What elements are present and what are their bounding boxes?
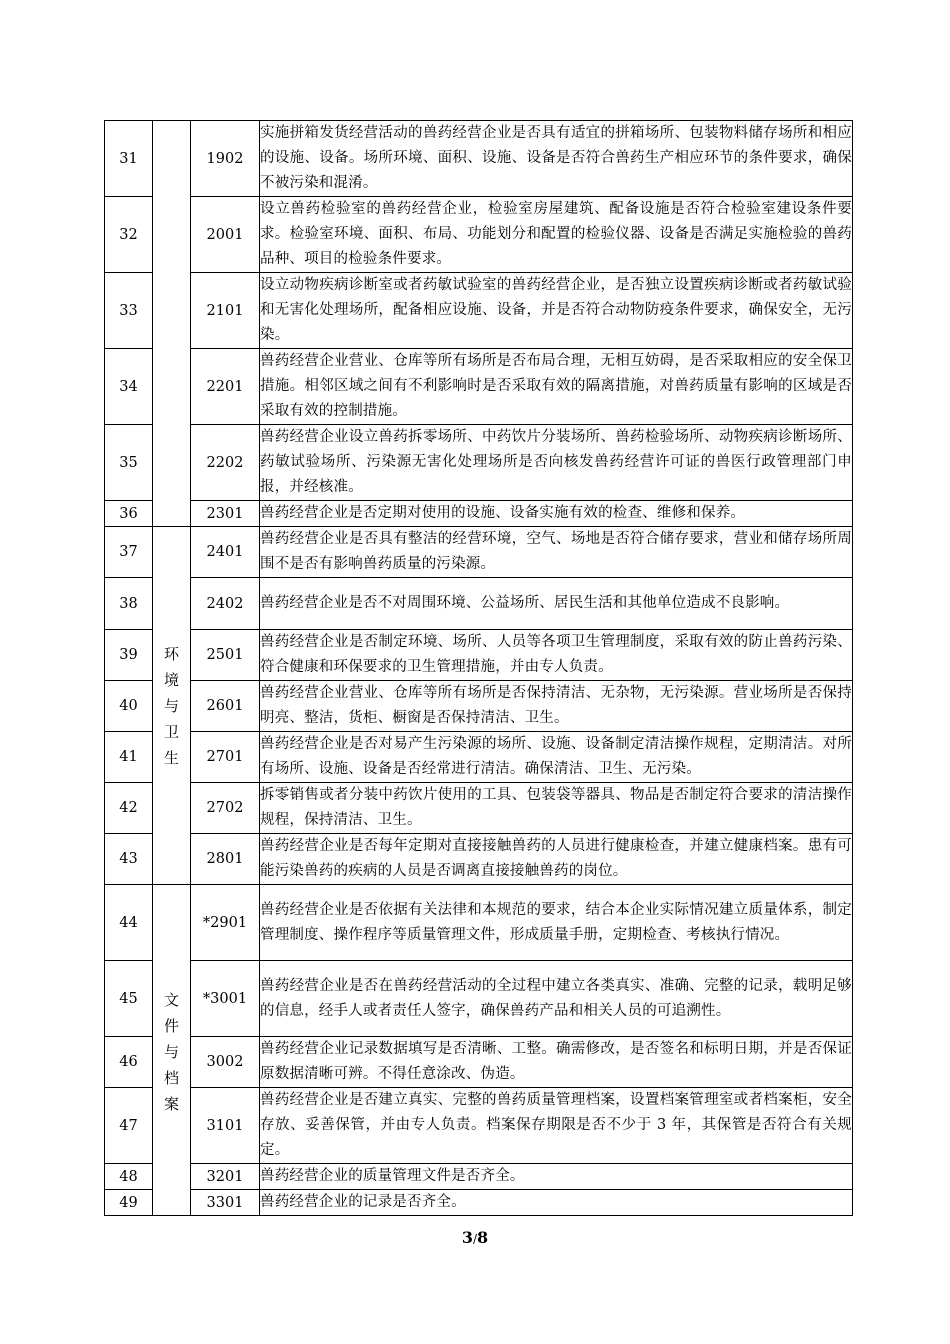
page-total: 8 [477, 1228, 489, 1247]
item-text: 兽药经营企业设立兽药拆零场所、中药饮片分装场所、兽药检验场所、动物疾病诊断场所、药敏试验场所、污染源无害化处理场所是否向核发兽药经营许可证的兽医行政管理部门申报，并经核准。 [260, 425, 853, 501]
row-number: 36 [105, 501, 153, 527]
item-text: 兽药经营企业是否具有整洁的经营环境，空气、场地是否符合储存要求，营业和储存场所周围不是否有影响兽药质量的污染源。 [260, 527, 853, 578]
table-row [105, 425, 853, 501]
item-code: 2001 [191, 197, 260, 273]
item-text: 兽药经营企业是否建立真实、完整的兽药质量管理档案，设置档案管理室或者档案柜，安全存放、妥善保管，并由专人负责。档案保存期限是否不少于 3 年，其保管是否符合有关规定。 [260, 1088, 853, 1164]
table-row [105, 1037, 853, 1088]
table-row [105, 834, 853, 885]
row-number: 44 [105, 885, 153, 961]
table-row [105, 121, 853, 197]
table-row [105, 681, 853, 732]
item-code: 3301 [191, 1190, 260, 1216]
item-code: 2501 [191, 630, 260, 681]
item-code: *3001 [191, 961, 260, 1037]
item-code: 2702 [191, 783, 260, 834]
item-code: 2402 [191, 578, 260, 630]
table-row [105, 349, 853, 425]
row-number: 31 [105, 121, 153, 197]
page-separator: / [472, 1232, 478, 1246]
item-text: 兽药经营企业是否依据有关法律和本规范的要求，结合本企业实际情况建立质量体系，制定管理制度、操作程序等质量管理文件，形成质量手册，定期检查、考核执行情况。 [260, 885, 853, 961]
item-text: 兽药经营企业是否对易产生污染源的场所、设施、设备制定清洁操作规程，定期清洁。对所有场所、设施、设备是否经常进行清洁。确保清洁、卫生、无污染。 [260, 732, 853, 783]
item-text: 兽药经营企业是否不对周围环境、公益场所、居民生活和其他单位造成不良影响。 [260, 578, 853, 630]
row-number: 35 [105, 425, 153, 501]
row-number: 42 [105, 783, 153, 834]
table-row [105, 527, 853, 578]
table-row [105, 630, 853, 681]
row-number: 46 [105, 1037, 153, 1088]
table-row [105, 197, 853, 273]
page-number [0, 1228, 950, 1247]
item-text: 兽药经营企业是否在兽药经营活动的全过程中建立各类真实、准确、完整的记录，载明足够的信息，经手人或者责任人签字，确保兽药产品和相关人员的可追溯性。 [260, 961, 853, 1037]
row-number: 39 [105, 630, 153, 681]
row-number: 45 [105, 961, 153, 1037]
item-code: 1902 [191, 121, 260, 197]
item-text: 设立兽药检验室的兽药经营企业，检验室房屋建筑、配备设施是否符合检验室建设条件要求。检验室环境、面积、布局、功能划分和配置的检验仪器、设备是否满足实施检验的兽药品种、项目的检验条件要求。 [260, 197, 853, 273]
item-text: 兽药经营企业营业、仓库等所有场所是否布局合理，无相互妨碍，是否采取相应的安全保卫措施。相邻区域之间有不利影响时是否采取有效的隔离措施，对兽药质量有影响的区域是否采取有效的控制措施。 [260, 349, 853, 425]
item-code: 2601 [191, 681, 260, 732]
item-text: 兽药经营企业是否每年定期对直接接触兽药的人员进行健康检查，并建立健康档案。患有可能污染兽药的疾病的人员是否调离直接接触兽药的岗位。 [260, 834, 853, 885]
table-row [105, 885, 853, 961]
category-cell-facilities [153, 121, 191, 527]
item-text: 拆零销售或者分装中药饮片使用的工具、包装袋等器具、物品是否制定符合要求的清洁操作规程，保持清洁、卫生。 [260, 783, 853, 834]
row-number: 38 [105, 578, 153, 630]
table-row [105, 1088, 853, 1164]
item-text: 实施拼箱发货经营活动的兽药经营企业是否具有适宜的拼箱场所、包装物料储存场所和相应的设施、设备。场所环境、面积、设施、设备是否符合兽药生产相应环节的条件要求，确保不被污染和混淆。 [260, 121, 853, 197]
table-row [105, 501, 853, 527]
row-number: 40 [105, 681, 153, 732]
row-number: 34 [105, 349, 153, 425]
table-row [105, 273, 853, 349]
row-number: 33 [105, 273, 153, 349]
row-number: 47 [105, 1088, 153, 1164]
row-number: 41 [105, 732, 153, 783]
item-code: 3101 [191, 1088, 260, 1164]
category-label-documents: 文件与档案 [163, 991, 179, 1113]
row-number: 49 [105, 1190, 153, 1216]
table-row [105, 783, 853, 834]
item-text: 设立动物疾病诊断室或者药敏试验室的兽药经营企业，是否独立设置疾病诊断或者药敏试验和无害化处理场所，配备相应设施、设备，并是否符合动物防疫条件要求，确保安全，无污染。 [260, 273, 853, 349]
category-label-environment: 环境与卫生 [163, 644, 179, 767]
item-text: 兽药经营企业营业、仓库等所有场所是否保持清洁、无杂物，无污染源。营业场所是否保持明亮、整洁，货柜、橱窗是否保持清洁、卫生。 [260, 681, 853, 732]
item-code: 2101 [191, 273, 260, 349]
category-cell-environment [153, 527, 191, 885]
row-number: 32 [105, 197, 153, 273]
item-code: 3002 [191, 1037, 260, 1088]
table-row [105, 1164, 853, 1190]
category-cell-documents [153, 885, 191, 1216]
item-code: 2701 [191, 732, 260, 783]
item-text: 兽药经营企业的记录是否齐全。 [260, 1190, 853, 1216]
table-row [105, 578, 853, 630]
item-code: 2801 [191, 834, 260, 885]
table-row [105, 961, 853, 1037]
item-code: *2901 [191, 885, 260, 961]
page-current: 3 [461, 1228, 473, 1247]
row-number: 37 [105, 527, 153, 578]
item-text: 兽药经营企业记录数据填写是否清晰、工整。确需修改，是否签名和标明日期，并是否保证原数据清晰可辨。不得任意涂改、伪造。 [260, 1037, 853, 1088]
item-text: 兽药经营企业是否制定环境、场所、人员等各项卫生管理制度，采取有效的防止兽药污染、符合健康和环保要求的卫生管理措施，并由专人负责。 [260, 630, 853, 681]
item-text: 兽药经营企业的质量管理文件是否齐全。 [260, 1164, 853, 1190]
table-row [105, 732, 853, 783]
item-code: 2401 [191, 527, 260, 578]
inspection-table [104, 120, 853, 1216]
row-number: 48 [105, 1164, 153, 1190]
row-number: 43 [105, 834, 153, 885]
item-code: 2301 [191, 501, 260, 527]
table-row [105, 1190, 853, 1216]
item-code: 2202 [191, 425, 260, 501]
item-text: 兽药经营企业是否定期对使用的设施、设备实施有效的检查、维修和保养。 [260, 501, 853, 527]
item-code: 2201 [191, 349, 260, 425]
item-code: 3201 [191, 1164, 260, 1190]
